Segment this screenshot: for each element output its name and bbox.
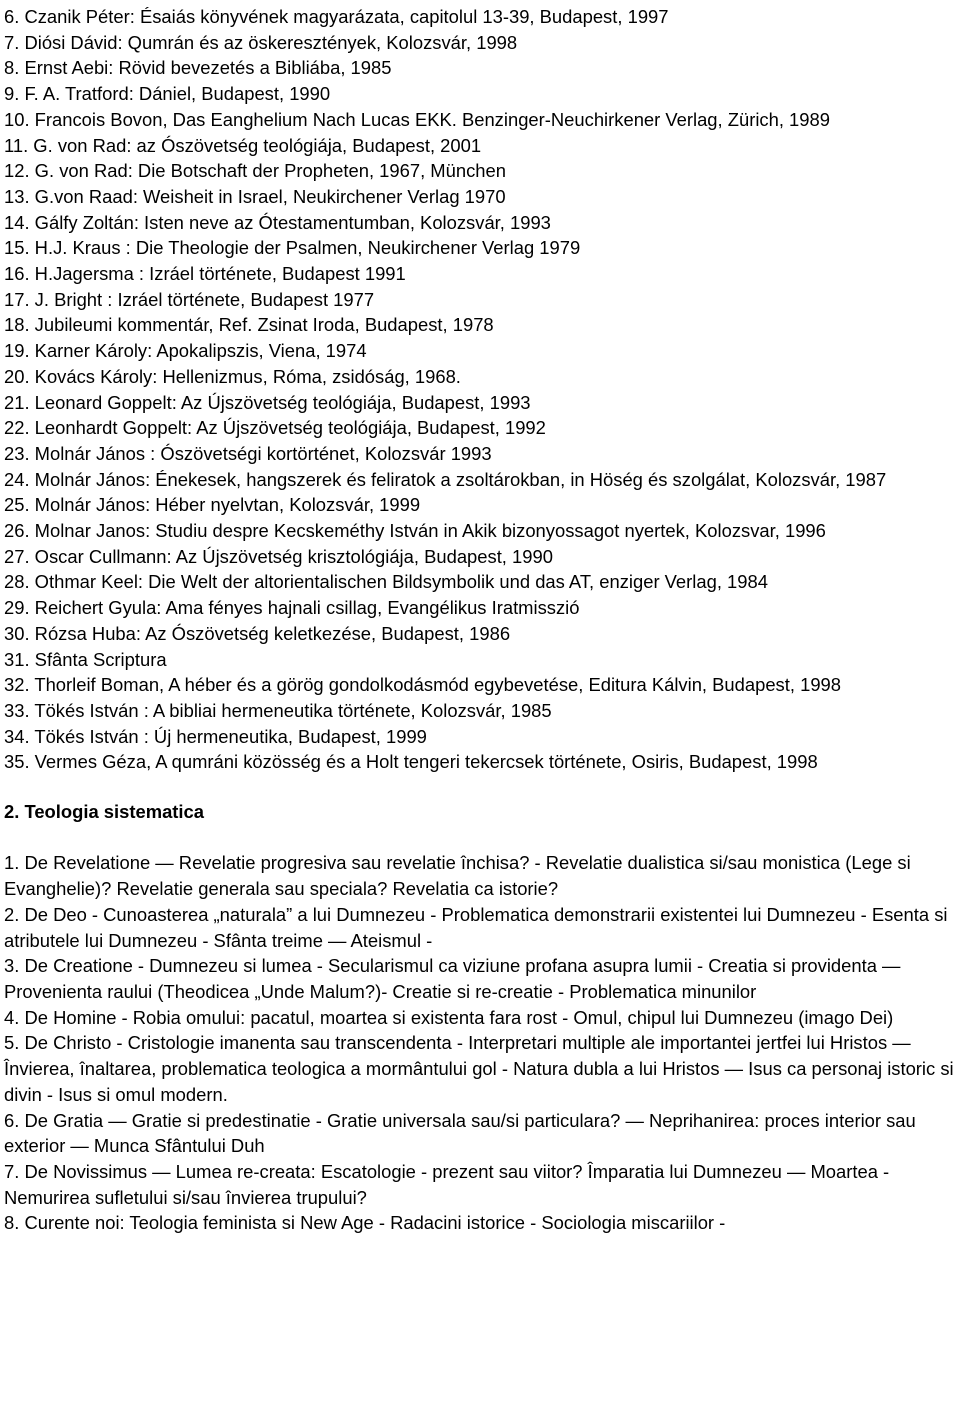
topics-list (4, 850, 954, 1236)
list-item: 8. Curente noi: Teologia feminista si New Age - Radacini istorice - Sociologia miscariilor - (4, 1212, 726, 1234)
list-item: 17. J. Bright : Izráel története, Budapest 1977 (4, 288, 375, 310)
list-item: 7. De Novissimus — Lumea re-creata: Escatologie - prezent sau viitor? Împaratia lui Dumnezeu — Moartea - Nemurirea sufletului si/sau învierea trupului? (4, 1160, 890, 1208)
list-item: 31. Sfânta Scriptura (4, 648, 167, 670)
list-item: 8. Ernst Aebi: Rövid bevezetés a Bibliába, 1985 (4, 57, 392, 79)
list-item: 30. Rózsa Huba: Az Ószövetség keletkezése, Budapest, 1986 (4, 622, 511, 644)
list-item: 26. Molnar Janos: Studiu despre Kecskeméthy István in Akik bizonyossagot nyertek, Kolozsvar, 1996 (4, 520, 826, 542)
list-item: 18. Jubileumi kommentár, Ref. Zsinat Iroda, Budapest, 1978 (4, 314, 494, 336)
list-item: 28. Othmar Keel: Die Welt der altorientalischen Bildsymbolik und das AT, enziger Verlag, 1984 (4, 571, 768, 593)
list-item: 11. G. von Rad: az Ószövetség teológiája, Budapest, 2001 (4, 134, 482, 156)
list-item: 22. Leonhardt Goppelt: Az Újszövetség teológiája, Budapest, 1992 (4, 417, 546, 439)
list-item: 29. Reichert Gyula: Ama fényes hajnali csillag, Evangélikus Iratmisszió (4, 597, 580, 619)
list-item: 25. Molnár János: Héber nyelvtan, Kolozsvár, 1999 (4, 494, 421, 516)
list-item: 7. Diósi Dávid: Qumrán és az öskeresztények, Kolozsvár, 1998 (4, 31, 518, 53)
list-item: 33. Tökés István : A bibliai hermeneutika története, Kolozsvár, 1985 (4, 699, 552, 721)
list-item: 14. Gálfy Zoltán: Isten neve az Ótestamentumban, Kolozsvár, 1993 (4, 211, 551, 233)
list-item: 15. H.J. Kraus : Die Theologie der Psalmen, Neukirchener Verlag 1979 (4, 237, 581, 259)
list-item: 6. Czanik Péter: Ésaiás könyvének magyarázata, capitolul 13-39, Budapest, 1997 (4, 6, 669, 27)
list-item: 19. Karner Károly: Apokalipszis, Viena, 1974 (4, 340, 367, 362)
list-item: 6. De Gratia — Gratie si predestinatie - Gratie universala sau/si particulara? — Neprihanirea: proces interior sau exterior — Munca Sfântului Duh (4, 1109, 916, 1157)
list-item: 5. De Christo - Cristologie imanenta sau transcendenta - Interpretari multiple ale importantei jertfei lui Hristos — Învierea, înaltarea, problematica teologica a mormântului gol - Natura dubla a lui Hristos — Isus ca personaj istoric si divin - Isus si omul modern. (4, 1032, 954, 1105)
section-heading: 2. Teologia sistematica (4, 801, 204, 823)
list-item: 34. Tökés István : Új hermeneutika, Budapest, 1999 (4, 725, 427, 747)
list-item: 3. De Creatione - Dumnezeu si lumea - Secularismul ca viziune profana asupra lumii - Creatia si providenta — Provenienta raului (Theodicea „Unde Malum?)- Creatie si re-creatie - Problematica minunilor (4, 955, 901, 1002)
document-page (4, 4, 954, 1236)
list-item: 24. Molnár János: Énekesek, hangszerek és feliratok a zsoltárokban, in Höség és szolgálat, Kolozsvár, 1987 (4, 468, 887, 490)
list-item: 9. F. A. Tratford: Dániel, Budapest, 1990 (4, 83, 331, 105)
list-item: 2. De Deo - Cunoasterea „naturala” a lui Dumnezeu - Problematica demonstrarii existentei lui Dumnezeu - Esenta si atributele lui Dumnezeu - Sfânta treime — Ateismul - (4, 903, 948, 951)
list-item: 16. H.Jagersma : Izráel története, Budapest 1991 (4, 263, 406, 285)
list-item: 1. De Revelatione — Revelatie progresiva sau revelatie închisa? - Revelatie dualistica si/sau monistica (Lege si Evanghelie)? Revelatie generala sau speciala? Revelatia ca istorie? (4, 852, 911, 900)
list-item: 13. G.von Raad: Weisheit in Israel, Neukirchener Verlag 1970 (4, 185, 506, 207)
list-item: 10. Francois Bovon, Das Eanghelium Nach Lucas EKK. Benzinger-Neuchirkener Verlag, Zürich, 1989 (4, 108, 830, 130)
list-item: 4. De Homine - Robia omului: pacatul, moartea si existenta fara rost - Omul, chipul lui Dumnezeu (imago Dei) (4, 1006, 894, 1028)
list-item: 23. Molnár János : Ószövetségi kortörténet, Kolozsvár 1993 (4, 442, 492, 464)
list-item: 27. Oscar Cullmann: Az Újszövetség krisztológiája, Budapest, 1990 (4, 545, 553, 567)
list-item: 21. Leonard Goppelt: Az Újszövetség teológiája, Budapest, 1993 (4, 391, 531, 413)
list-item: 12. G. von Rad: Die Botschaft der Propheten, 1967, München (4, 160, 506, 182)
list-item: 35. Vermes Géza, A qumráni közösség és a Holt tengeri tekercsek története, Osiris, Budapest, 1998 (4, 751, 818, 773)
list-item: 32. Thorleif Boman, A héber és a görög gondolkodásmód egybevetése, Editura Kálvin, Budapest, 1998 (4, 674, 841, 696)
bibliography-list (4, 4, 954, 775)
list-item: 20. Kovács Károly: Hellenizmus, Róma, zsidóság, 1968. (4, 365, 461, 387)
